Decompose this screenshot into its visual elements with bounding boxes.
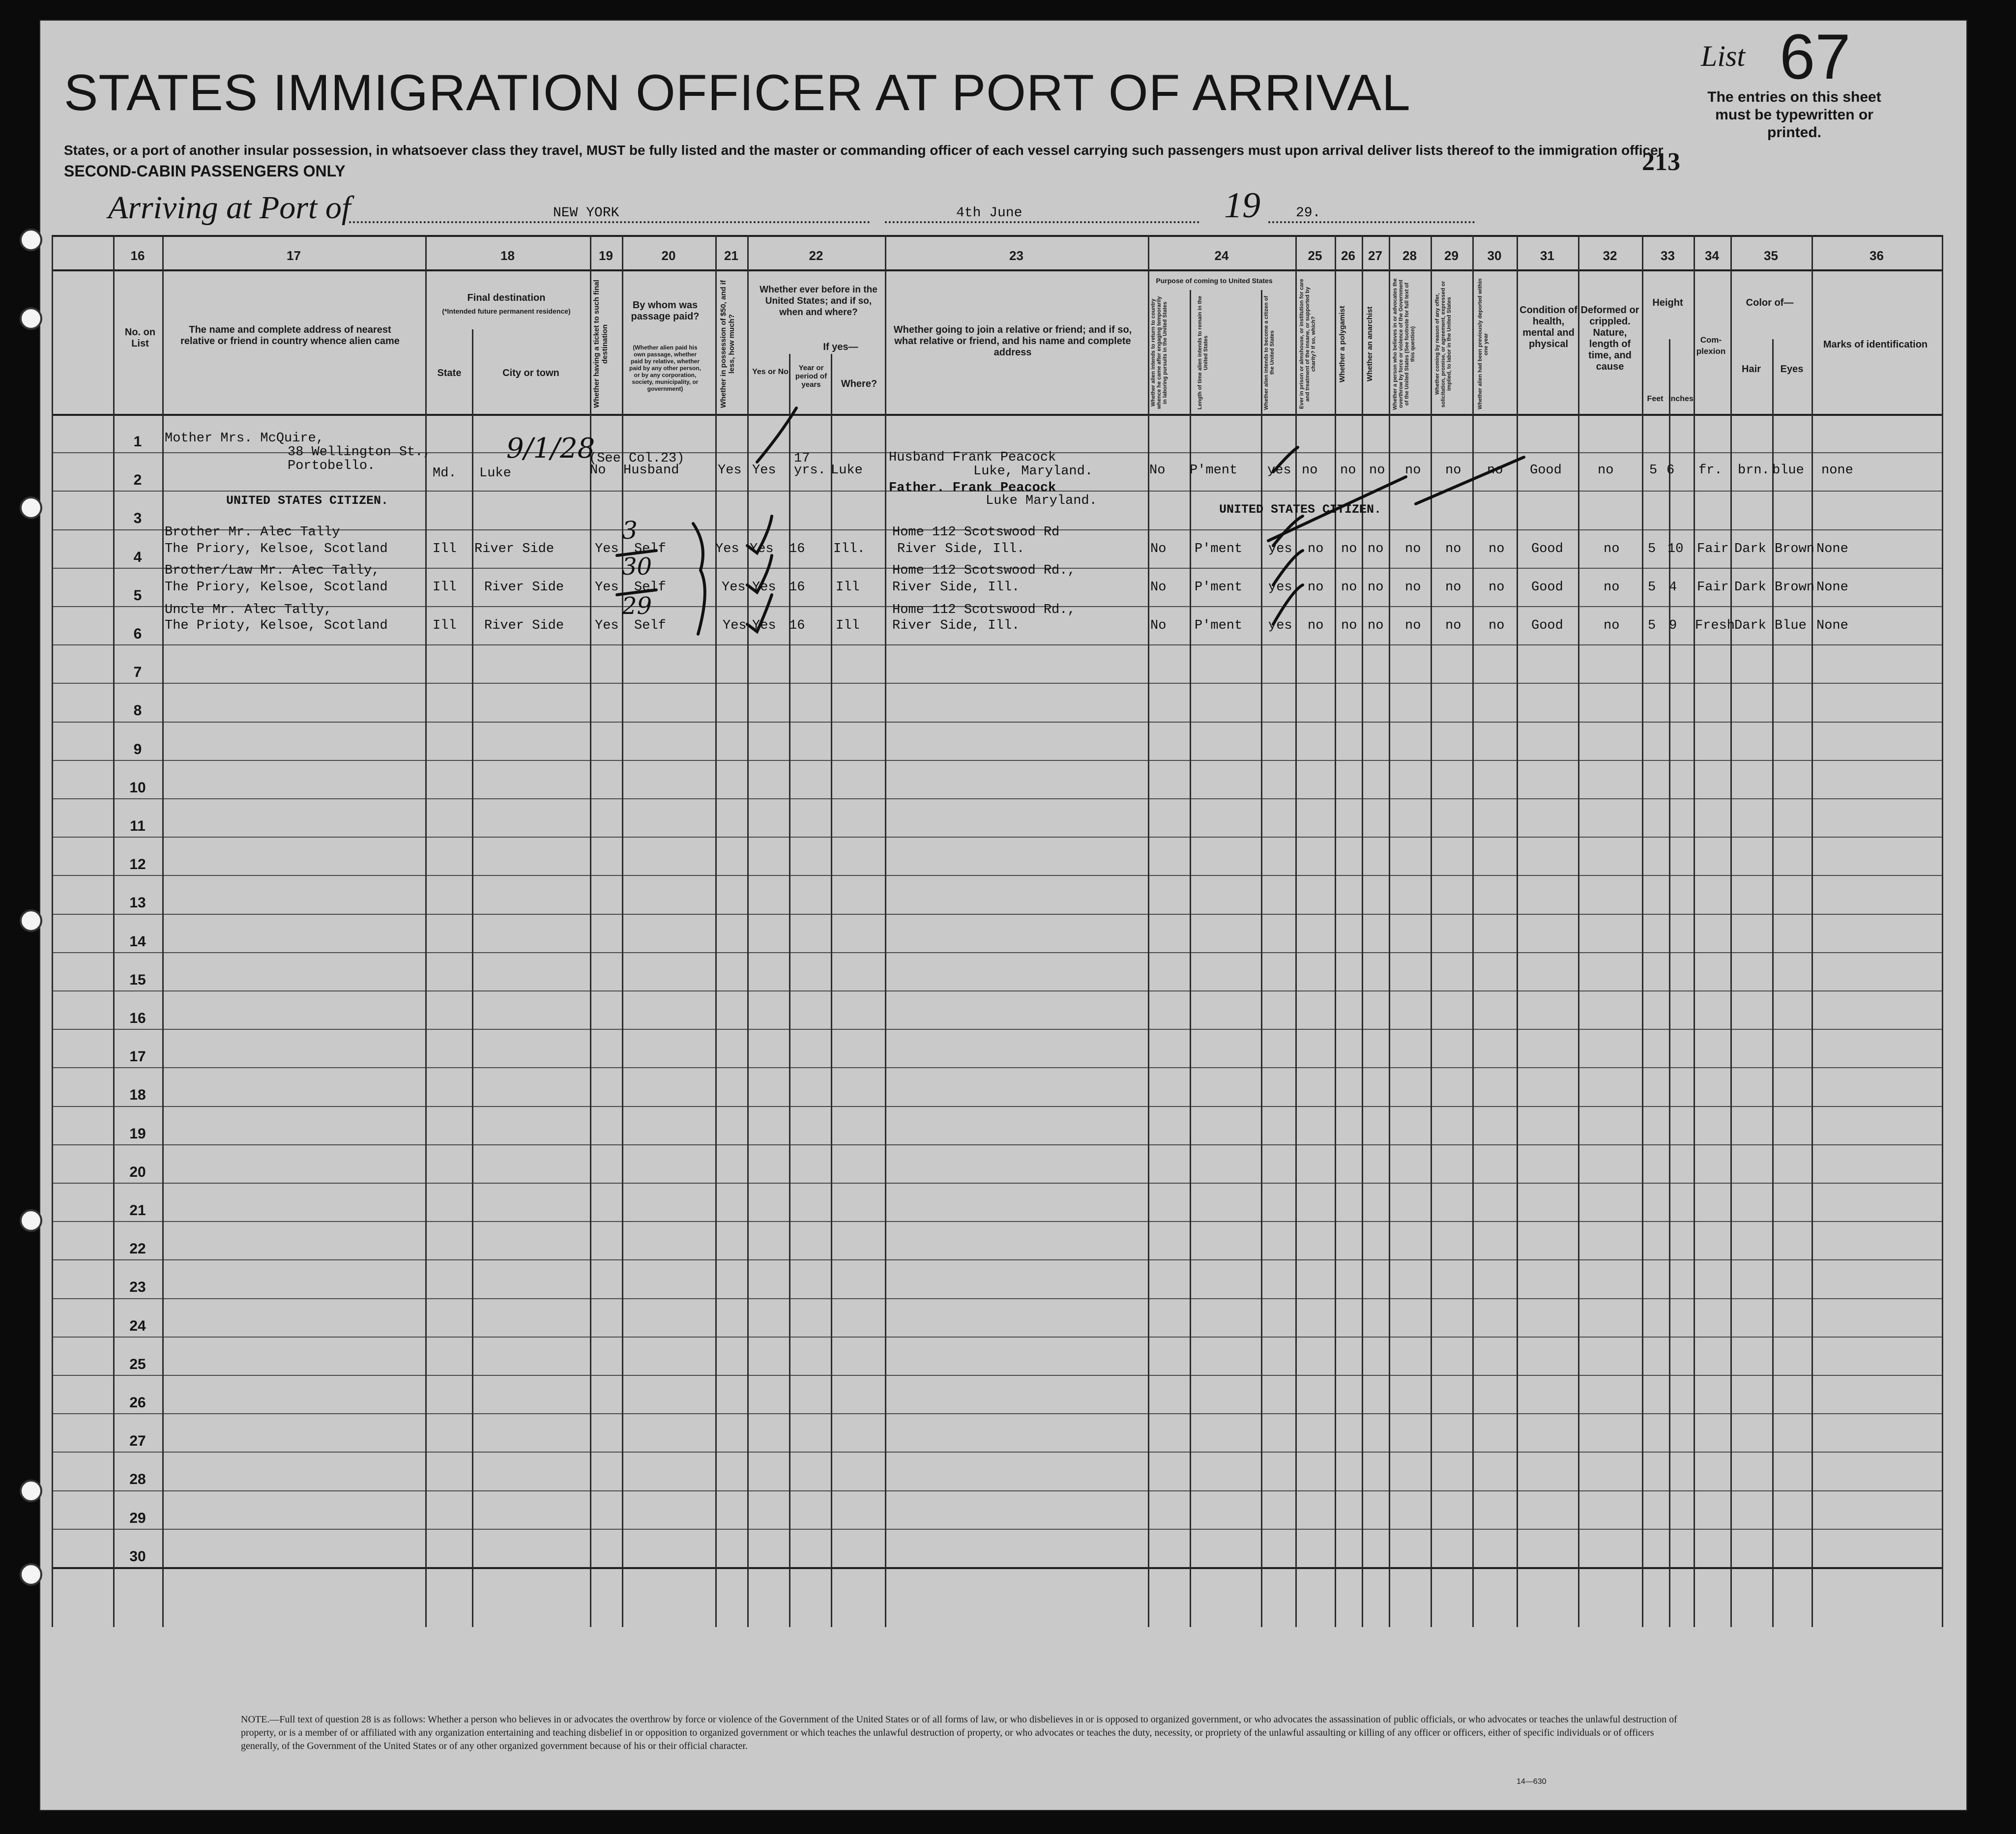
column-number: 28 — [1402, 248, 1417, 263]
row4-city: River Side — [484, 580, 564, 595]
row3-possession: Yes — [715, 542, 739, 556]
row4-offer: no — [1445, 580, 1461, 595]
row-number: 14 — [129, 933, 146, 950]
row5-polygamist: no — [1341, 618, 1357, 633]
row2-citizen-note: UNITED STATES CITIZEN. — [226, 494, 389, 508]
row2-joining-line1: Father. Frank Peacock — [889, 481, 1056, 495]
header-purpose-length: Length of time alien intends to remain in the United States — [1197, 295, 1209, 410]
row4-purpose-return: No — [1150, 580, 1167, 595]
column-number: 27 — [1368, 248, 1382, 263]
column-number: 34 — [1705, 248, 1719, 263]
row3-feet: 5 — [1648, 542, 1656, 556]
row1-feet: 5 — [1649, 463, 1658, 478]
row3-prison: no — [1308, 542, 1324, 556]
row5-complexion: Fresh — [1695, 618, 1735, 633]
row-number: 25 — [129, 1356, 146, 1372]
header-yes-or-no: Yes or No — [752, 368, 789, 376]
column-number: 29 — [1444, 248, 1459, 263]
row5-purpose-length: P'ment — [1195, 618, 1243, 633]
row4-joining-line1: Home 112 Scotswood Rd., — [892, 563, 1076, 578]
row5-hair: Dark — [1734, 618, 1766, 633]
header-eyes: Eyes — [1780, 364, 1804, 375]
row1-state: Md. — [433, 466, 457, 481]
column-number: 23 — [1009, 248, 1023, 263]
form-number: 14—630 — [1517, 1777, 1547, 1786]
header-state: State — [437, 368, 462, 378]
row3-joining-line1: Home 112 Scotswood Rd — [892, 525, 1060, 540]
header-feet: Feet — [1647, 395, 1664, 403]
row1-eyes: blue — [1772, 463, 1804, 478]
header-condition: Condition of health, mental and physical — [1519, 305, 1578, 349]
sheet-number: 213 — [1642, 148, 1680, 176]
header-hair: Hair — [1742, 364, 1761, 375]
row5-overthrow: no — [1405, 618, 1421, 633]
header-overthrow: Whether a person who believes in or advocates the overthrow by force or violence of the Government of the United States (See footnote for full text of this question) — [1392, 278, 1416, 410]
row-number: 17 — [129, 1048, 146, 1065]
header-deported: Whether alien had been previously deported within one year — [1477, 278, 1489, 410]
header-complexion: Com-plexion — [1696, 335, 1726, 356]
row3-relative-line1: Brother Mr. Alec Tally — [165, 525, 340, 540]
row-number: 10 — [129, 780, 146, 796]
row-number: 2 — [133, 472, 142, 488]
row1-overthrow: no — [1405, 463, 1421, 478]
row5-condition: Good — [1531, 618, 1563, 633]
row5-passage: Self — [634, 618, 666, 633]
row3-state: Ill — [433, 542, 457, 556]
row4-relative-line1: Brother/Law Mr. Alec Tally, — [165, 563, 380, 578]
row5-hand-mark: 29 — [622, 592, 652, 620]
row4-prison: no — [1308, 580, 1324, 595]
column-number: 20 — [661, 248, 676, 263]
row4-inches: 4 — [1669, 580, 1677, 595]
row5-city: River Side — [484, 618, 564, 633]
row-number: 27 — [129, 1433, 146, 1449]
list-label: List — [1701, 40, 1746, 72]
row5-possession: Yes — [723, 618, 747, 633]
row4-purpose-citizen: yes — [1268, 580, 1292, 595]
header-final-destination: Final destination — [467, 292, 546, 303]
row4-feet: 5 — [1648, 580, 1656, 595]
header-possession-50: Whether in possession of $50, and if less, how much? — [719, 280, 736, 408]
row4-deported: no — [1489, 580, 1505, 595]
row1-polygamist: no — [1340, 463, 1356, 478]
row3-city: River Side — [474, 542, 555, 556]
row1-purpose-citizen: yes — [1267, 463, 1291, 478]
row1-joining-line2: Luke, Maryland. — [973, 464, 1093, 479]
row2-citizen-note-right: UNITED STATES CITIZEN. — [1219, 502, 1382, 517]
port-value: NEW YORK — [553, 205, 619, 221]
entries-note: The entries on this sheet must be typewritten or printed. — [1707, 89, 1881, 141]
header-no-on-list: No. on List — [124, 327, 156, 349]
column-number: 18 — [500, 248, 515, 263]
instructions-text: States, or a port of another insular possession, in whatsoever class they travel, MUST be fully listed and the master or commanding officer of each vessel carrying such passengers must upon arrival deliver lists thereof to the immigration officer — [64, 143, 1664, 158]
row3-inches: 10 — [1667, 542, 1684, 556]
list-number: 67 — [1780, 21, 1851, 92]
year-prefix: 19 — [1224, 185, 1260, 226]
header-joining: Whether going to join a relative or friend; and if so, what relative or friend, and his name and complete address — [893, 324, 1132, 358]
row-number: 20 — [129, 1164, 146, 1180]
row4-overthrow: no — [1405, 580, 1421, 595]
date-value: 4th June — [956, 205, 1023, 221]
row5-deported: no — [1489, 618, 1505, 633]
row3-hand-mark: 3 — [622, 516, 638, 545]
row5-anarchist: no — [1368, 618, 1384, 633]
row-number: 24 — [129, 1318, 146, 1334]
row5-marks: None — [1816, 618, 1848, 633]
row4-before: Yes — [752, 580, 776, 595]
row-number: 15 — [129, 972, 146, 988]
row4-deformed: no — [1604, 580, 1620, 595]
row5-where: Ill — [836, 618, 860, 633]
row3-purpose-citizen: yes — [1268, 542, 1292, 556]
row5-offer: no — [1445, 618, 1461, 633]
header-purpose-return: Whether alien intends to return to country whence he came after engaging temporarily in laboring pursuits in the United States — [1150, 296, 1168, 409]
row4-relative-line2: The Priory, Kelsoe, Scotland — [165, 580, 388, 595]
header-purpose-citizen: Whether alien intends to become a citizen of the United States — [1263, 295, 1275, 410]
row5-relative-line1: Uncle Mr. Alec Tally, — [165, 603, 332, 617]
row1-deformed: no — [1598, 463, 1614, 478]
column-number: 32 — [1603, 248, 1617, 263]
row5-inches: 9 — [1669, 618, 1677, 633]
row1-deported: no — [1487, 463, 1503, 478]
row3-polygamist: no — [1341, 542, 1357, 556]
column-number: 31 — [1540, 248, 1554, 263]
row4-hand-mark: 30 — [622, 553, 652, 581]
row1-marks: none — [1821, 463, 1853, 478]
page-title: STATES IMMIGRATION OFFICER AT PORT OF ARRIVAL — [64, 64, 1411, 121]
row-number: 6 — [133, 626, 142, 642]
row3-relative-line2: The Priory, Kelsoe, Scotland — [165, 542, 388, 556]
row-number: 16 — [129, 1010, 146, 1026]
row3-deformed: no — [1604, 542, 1620, 556]
header-if-yes: If yes— — [823, 342, 858, 352]
row-number: 9 — [133, 741, 142, 757]
row3-eyes: Brown — [1775, 542, 1815, 556]
column-number: 24 — [1214, 248, 1229, 263]
row5-purpose-citizen: yes — [1268, 618, 1292, 633]
row1-purpose-length: P'ment — [1190, 463, 1238, 478]
column-number: 17 — [287, 248, 301, 263]
header-passage-paid: By whom was passage paid? — [631, 300, 700, 322]
header-relative-abroad: The name and complete address of nearest relative or friend in country whence alien came — [180, 324, 400, 347]
row3-deported: no — [1489, 542, 1505, 556]
column-number: 22 — [809, 248, 823, 263]
header-color-of: Color of— — [1746, 297, 1794, 308]
column-number: 33 — [1661, 248, 1675, 263]
row-number: 19 — [129, 1126, 146, 1142]
row1-years: yrs. — [794, 463, 826, 478]
row1-possession: Yes — [718, 463, 742, 478]
column-number: 25 — [1308, 248, 1322, 263]
class-line: SECOND-CABIN PASSENGERS ONLY — [64, 162, 346, 180]
row3-purpose-length: P'ment — [1195, 542, 1243, 556]
row-number: 12 — [129, 856, 146, 873]
row-number: 11 — [130, 818, 146, 834]
row3-offer: no — [1445, 542, 1461, 556]
header-final-destination-note: (*Intended future permanent residence) — [442, 307, 571, 315]
row4-years: 16 — [789, 580, 805, 595]
row1-passage-note: (See Col.23) — [589, 451, 685, 466]
row1-prison: no — [1302, 463, 1318, 478]
header-polygamist: Whether a polygamist — [1338, 306, 1346, 382]
row5-joining-line2: River Side, Ill. — [892, 618, 1020, 633]
row4-hair: Dark — [1734, 580, 1766, 595]
column-number: 19 — [599, 248, 613, 263]
row3-before: Yes — [750, 542, 774, 556]
row-number: 18 — [129, 1087, 146, 1103]
row3-passage: Self — [634, 542, 666, 556]
row4-purpose-length: P'ment — [1195, 580, 1243, 595]
row3-ticket: Yes — [595, 542, 619, 556]
row5-ticket: Yes — [595, 618, 619, 633]
row4-polygamist: no — [1341, 580, 1357, 595]
header-ever-before: Whether ever before in the United States; and if so, when and where? — [760, 285, 877, 318]
row-number: 7 — [133, 664, 142, 680]
row3-hair: Dark — [1734, 542, 1766, 556]
column-number: 36 — [1870, 248, 1884, 263]
header-marks: Marks of identification — [1823, 339, 1928, 350]
row4-possession: Yes — [722, 580, 746, 595]
row1-relative-line2: 38 Wellington St., — [288, 445, 431, 460]
arriving-label: Arriving at Port of — [108, 190, 351, 226]
row3-where: Ill. — [833, 542, 865, 556]
row5-feet: 5 — [1648, 618, 1656, 633]
column-number: 26 — [1341, 248, 1355, 263]
header-ticket: Whether having a ticket to such final destination — [592, 280, 609, 408]
row-number: 23 — [129, 1279, 146, 1295]
row1-passage: Husband — [623, 463, 679, 478]
row5-years: 16 — [789, 618, 805, 633]
header-prison: Ever in prison or almshouse, or institution for care and treatment of the insane, or supported by charity? If so, which? — [1299, 279, 1316, 409]
row5-relative-line2: The Prioty, Kelsoe, Scotland — [165, 618, 388, 633]
row3-anarchist: no — [1368, 542, 1384, 556]
row1-city: Luke — [479, 466, 511, 481]
header-inches: Inches — [1668, 395, 1694, 403]
row4-complexion: Fair — [1697, 580, 1729, 595]
row3-complexion: Fair — [1697, 542, 1729, 556]
header-city: City or town — [502, 368, 559, 378]
column-number: 30 — [1487, 248, 1502, 263]
row-number: 28 — [129, 1471, 146, 1487]
row5-before: Yes — [752, 618, 776, 633]
row3-joining-line2: River Side, Ill. — [897, 542, 1025, 556]
row-number: 26 — [129, 1395, 146, 1411]
row4-marks: None — [1816, 580, 1848, 595]
header-anarchist: Whether an anarchist — [1366, 306, 1374, 382]
row3-years: 16 — [789, 542, 805, 556]
header-where: Where? — [841, 378, 877, 389]
header-year-period: Year or period of years — [795, 364, 827, 389]
row1-years-top: 17 — [794, 451, 810, 466]
row-number: 5 — [133, 587, 142, 604]
footnote: NOTE.—Full text of question 28 is as follows: Whether a person who believes in or advocates the overthrow by force or violence of the Government of the United States or of all forms of law, or who disbelieves in or is opposed to organized government, or who advocates the assassination of public officials, or who advocates or teaches the unlawful destruction of property, or is a member of or affiliated with any organization entertaining and teaching disbelief in or opposition to organized government or which teaches the unlawful destruction of property, or who advocates or teaches the duty, necessity, or propriety of the unlawful assaulting or killing of any officer or officers, either of specific individuals or of officers generally, of the Government of the United States or of any other organized government because of his or their official character. — [241, 1714, 1677, 1751]
row1-ticket: No — [590, 463, 606, 478]
row1-relative-line3: Portobello. — [288, 459, 376, 473]
row5-eyes: Blue — [1775, 618, 1807, 633]
row1-anarchist: no — [1369, 463, 1385, 478]
row1-relative-line1: Mother Mrs. McQuire, — [165, 431, 324, 446]
row5-joining-line1: Home 112 Scotswood Rd., — [892, 603, 1076, 617]
row-number: 8 — [133, 702, 142, 719]
column-number: 21 — [724, 248, 738, 263]
row4-state: Ill — [433, 580, 457, 595]
row1-joining-line1: Husband Frank Peacock — [889, 450, 1056, 465]
row4-ticket: Yes — [595, 580, 619, 595]
row4-anarchist: no — [1368, 580, 1384, 595]
row-number: 4 — [133, 549, 142, 565]
year-value: 29. — [1296, 205, 1321, 221]
row4-condition: Good — [1531, 580, 1563, 595]
row-number: 21 — [129, 1202, 146, 1219]
row1-where: Luke — [831, 463, 863, 478]
header-purpose: Purpose of coming to United States — [1156, 277, 1273, 285]
row2-joining-line2: Luke Maryland. — [986, 494, 1097, 508]
row4-where: Ill — [836, 580, 860, 595]
row1-offer: no — [1445, 463, 1461, 478]
column-number: 35 — [1764, 248, 1778, 263]
row-number: 30 — [129, 1548, 146, 1565]
header-deformed: Deformed or crippled. Nature, length of time, and cause — [1580, 305, 1639, 372]
row-number: 13 — [129, 895, 146, 911]
row-number: 22 — [129, 1241, 146, 1257]
row3-purpose-return: No — [1150, 542, 1167, 556]
row1-hair: brn. — [1738, 463, 1770, 478]
row5-purpose-return: No — [1150, 618, 1167, 633]
row1-before: Yes — [752, 463, 776, 478]
row1-condition: Good — [1530, 463, 1562, 478]
row5-state: Ill — [433, 618, 457, 633]
header-height: Height — [1652, 297, 1683, 308]
row1-complexion: fr. — [1698, 463, 1723, 478]
row-number: 29 — [129, 1510, 146, 1526]
row1-purpose-return: No — [1149, 463, 1166, 478]
row3-overthrow: no — [1405, 542, 1421, 556]
row-number: 3 — [133, 510, 142, 526]
row5-prison: no — [1308, 618, 1324, 633]
row3-condition: Good — [1531, 542, 1563, 556]
row-number: 1 — [133, 434, 142, 450]
row4-joining-line2: River Side, Ill. — [892, 580, 1020, 595]
header-passage-paid-note: (Whether alien paid his own passage, whether paid by relative, whether paid by any other person, or by any corporation, society, municipality, or government) — [629, 344, 701, 392]
row3-marks: None — [1816, 542, 1848, 556]
row1-inches: 6 — [1666, 463, 1675, 478]
header-offer: Whether coming by reason of any offer, solicitation, promise, or agreement, expressed or implied, to labor in the United States — [1434, 281, 1452, 408]
row1-handwritten-date: 9/1/28 — [506, 433, 595, 465]
row4-eyes: Brown — [1775, 580, 1815, 595]
column-number: 16 — [130, 248, 145, 263]
row5-deformed: no — [1604, 618, 1620, 633]
row4-passage: Self — [634, 580, 666, 595]
